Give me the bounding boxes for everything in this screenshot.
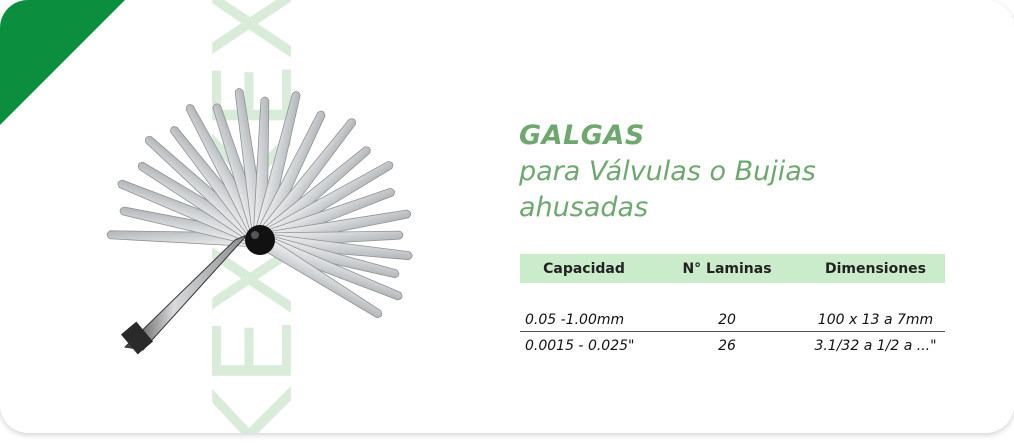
product-title: GALGAS [519, 120, 645, 151]
product-subtitle-line-1: para Válvulas o Bujias [519, 156, 816, 187]
cell-laminas: 26 [718, 338, 736, 354]
gauge-blades [107, 88, 413, 322]
table-row [520, 332, 945, 354]
table-row [520, 304, 945, 332]
cell-capacidad: 0.0015 - 0.025" [525, 338, 635, 354]
specs-table [520, 254, 945, 354]
column-header-laminas: N° Laminas [682, 260, 772, 277]
watermark-text: KEX KEX [192, 0, 317, 433]
specs-table-header [520, 254, 945, 283]
column-header-capacidad: Capacidad [543, 260, 625, 277]
product-subtitle-line-2: ahusadas [519, 192, 649, 223]
cell-dimensiones: 3.1/32 a 1/2 a ..." [814, 338, 937, 354]
cell-capacidad: 0.05 -1.00mm [525, 312, 625, 328]
feeler-gauge-icon [95, 85, 425, 360]
column-header-dimensiones: Dimensiones [824, 260, 926, 277]
cell-dimensiones: 100 x 13 a 7mm [817, 312, 934, 328]
cell-laminas: 20 [718, 312, 736, 328]
product-title-block [519, 118, 816, 226]
